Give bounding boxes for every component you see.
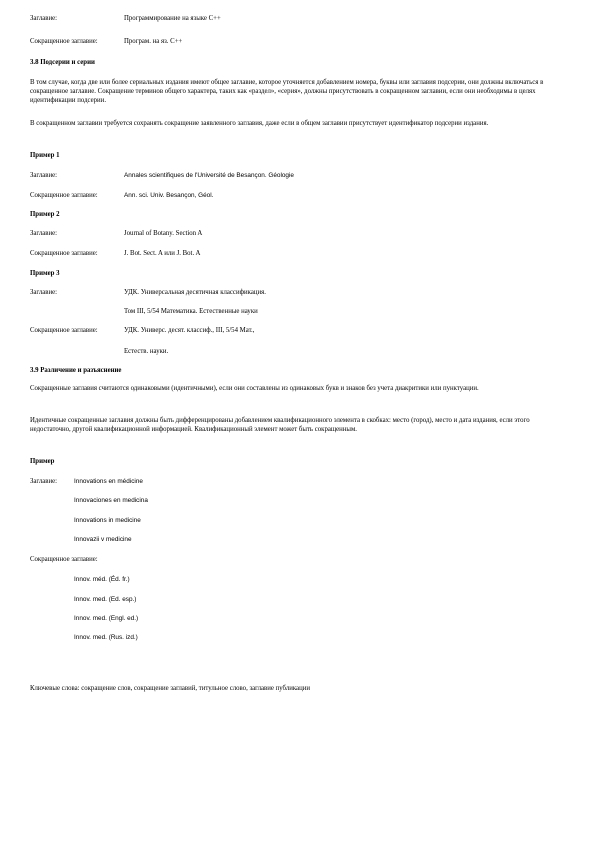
example-1-short-value: Ann. sci. Univ. Besançon, Géol. <box>124 192 214 199</box>
title-variant: Innovazii v medicine <box>74 536 132 543</box>
section-heading-3-9: 3.9 Различение и разъяснение <box>30 367 122 374</box>
title-value: Программирование на языке C++ <box>124 15 221 22</box>
example-1-heading: Пример 1 <box>30 152 60 159</box>
example-3-short-label: Сокращенное заглавие: <box>30 327 98 334</box>
example-3-title-label: Заглавие: <box>30 289 58 296</box>
example-1-title-label: Заглавие: <box>30 172 58 179</box>
example-3-title-value-2: Том III, 5/54 Математика. Естественные науки <box>124 308 258 315</box>
section-3-9-short-label: Сокращенное заглавие: <box>30 556 98 563</box>
section-3-9-paragraph-1: Сокращенные заглавия считаются одинаковыми (идентичными), если они составлены из одинаковых букв и знаков без учета диакритики или пунктуации. <box>30 385 479 392</box>
section-3-8-paragraph-2: В сокращенном заглавии требуется сохранять сокращение заявленного заглавия, даже если в общем заглавии присутствует идентификатор подсерии издания. <box>30 120 489 127</box>
title-variant: Innovations in medicine <box>74 517 141 524</box>
title-variant: Innovaciones en medicina <box>74 497 148 504</box>
short-title-variant: Innov. med. (Rus. izd.) <box>74 634 138 641</box>
section-3-9-paragraph-2: Идентичные сокращенные заглавия должны быть дифференцированы добавлением квалификационного элемента в скобках: место (город), место и дата издания, если этого недостаточно, другой квалификационной информацией. Квалификационный элемент может быть сокращенным. <box>30 417 530 433</box>
keywords-line: Ключевые слова: сокращение слов, сокращение заглавий, титульное слово, заглавие публикации <box>30 685 310 692</box>
example-2-heading: Пример 2 <box>30 211 60 218</box>
section-3-9-example-heading: Пример <box>30 458 55 465</box>
title-variant: Innovations en médicine <box>74 478 143 485</box>
short-title-variant: Innov. méd. (Éd. fr.) <box>74 576 130 583</box>
example-2-short-value: J. Bot. Sect. A или J. Bot. A <box>124 250 201 257</box>
example-1-title-value: Annales scientifiques de l'Université de Besançon. Géologie <box>124 172 294 179</box>
example-3-title-value-1: УДК. Универсальная десятичная классификация. <box>124 289 266 296</box>
example-1-short-label: Сокращенное заглавие: <box>30 192 98 199</box>
short-title-variant: Innov. med. (Engl. ed.) <box>74 615 139 622</box>
example-2-title-value: Journal of Botany. Section A <box>124 230 203 237</box>
section-3-8-paragraph-1: В том случае, когда две или более сериальных издания имеют общее заглавие, которое уточняется добавлением номера, буквы или заглавия подсерии, они должны включаться в сокращенное заглавие. Сокращение терминов общего характера, таких как «раздел», «серия», должны присутствовать в сокращенном заглавии, если они необходимы в целях идентификации подсерии. <box>30 79 544 104</box>
example-3-short-value-2: Естеств. науки. <box>124 348 169 355</box>
example-3-short-value-1: УДК. Универс. десят. классиф., III, 5/54 Мат., <box>124 327 255 334</box>
example-2-title-label: Заглавие: <box>30 230 58 237</box>
short-title-variant: Innov. med. (Ed. esp.) <box>74 596 137 603</box>
section-heading-3-8: 3.8 Подсерии и серии <box>30 59 95 66</box>
example-3-heading: Пример 3 <box>30 270 60 277</box>
short-title-label: Сокращенное заглавие: <box>30 38 98 45</box>
example-2-short-label: Сокращенное заглавие: <box>30 250 98 257</box>
short-title-value: Програм. на яз. C++ <box>124 38 183 45</box>
section-3-9-title-label: Заглавие: <box>30 478 58 485</box>
title-label: Заглавие: <box>30 15 58 22</box>
